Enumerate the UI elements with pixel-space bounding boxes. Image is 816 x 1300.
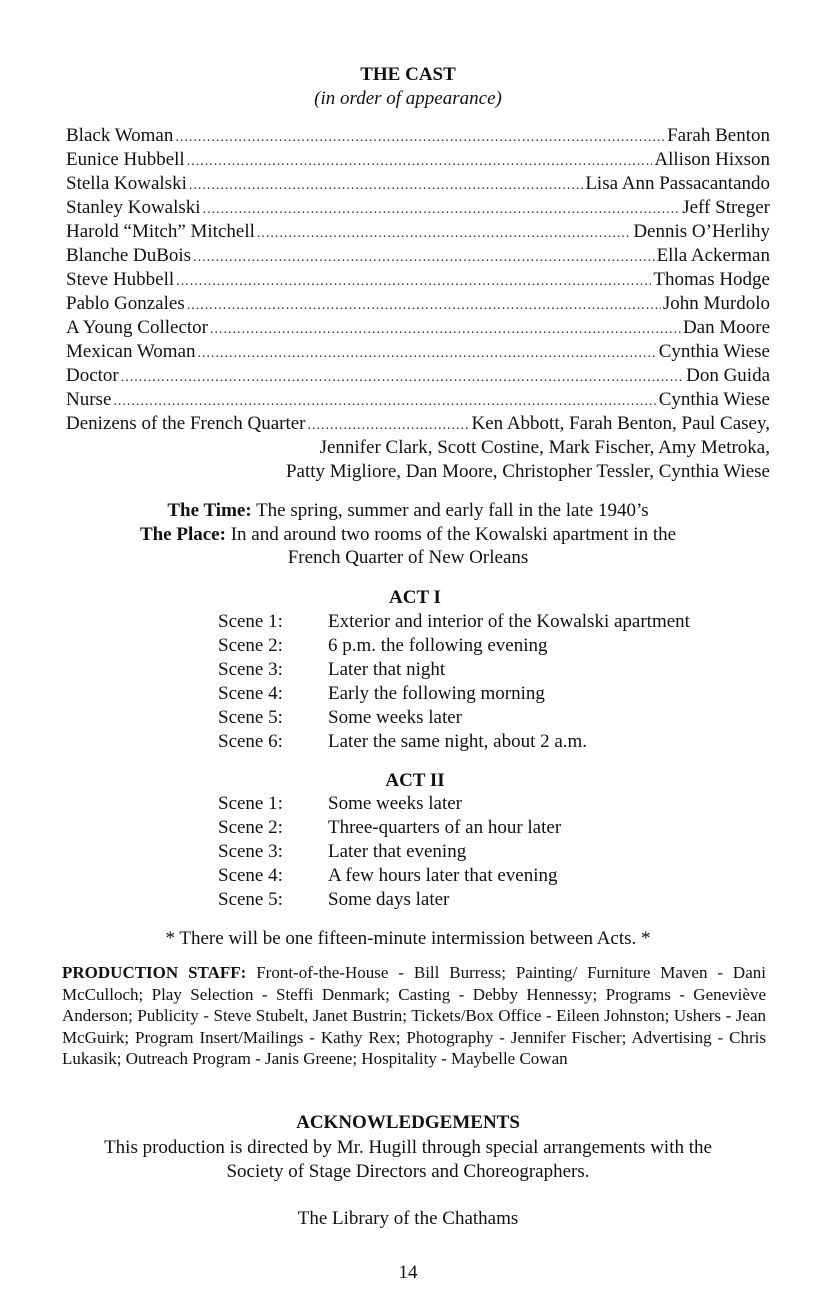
scene-number: Scene 1: — [218, 793, 283, 814]
denizens-line-3: Patty Migliore, Dan Moore, Christopher Tessler, Cynthia Wiese — [285, 461, 770, 482]
cast-row — [66, 316, 770, 340]
scene-number: Scene 3: — [218, 841, 283, 862]
cast-row — [66, 244, 770, 268]
production-staff-label: PRODUCTION STAFF: — [62, 963, 247, 982]
intermission-note: * There will be one fifteen-minute intermission between Acts. * — [165, 928, 651, 949]
scene-description: Some weeks later — [328, 707, 463, 728]
scene-row — [218, 682, 758, 706]
scene-row — [218, 658, 758, 682]
cast-row — [66, 124, 770, 148]
scene-number: Scene 2: — [218, 635, 283, 656]
leader-dots — [203, 198, 681, 222]
cast-role: Doctor — [66, 365, 119, 386]
scene-row — [218, 888, 758, 912]
cast-actor: Thomas Hodge — [653, 269, 770, 290]
scene-row — [218, 610, 758, 634]
cast-actor: Dennis O’Herlihy — [633, 221, 770, 242]
place-label: The Place: — [139, 524, 226, 545]
cast-actor: John Murdolo — [662, 293, 770, 314]
library-credit: The Library of the Chathams — [297, 1208, 519, 1229]
scene-number: Scene 3: — [218, 659, 283, 680]
scene-description: Exterior and interior of the Kowalski apartment — [328, 611, 690, 632]
cast-role: Blanche DuBois — [66, 245, 192, 266]
leader-dots — [176, 270, 651, 294]
cast-role: Harold “Mitch” Mitchell — [66, 221, 255, 242]
act-1-scene-list — [218, 610, 758, 754]
leader-dots — [193, 246, 654, 270]
cast-list — [66, 124, 770, 436]
leader-dots — [257, 222, 631, 246]
cast-actor: Cynthia Wiese — [658, 341, 770, 362]
scene-row — [218, 816, 758, 840]
scene-description: Early the following morning — [328, 683, 545, 704]
production-staff — [62, 962, 766, 1070]
cast-role: Stella Kowalski — [66, 173, 187, 194]
page-number: 14 — [398, 1262, 418, 1283]
cast-actor: Dan Moore — [682, 317, 770, 338]
place-text: In and around two rooms of the Kowalski apartment in the — [225, 524, 677, 545]
cast-role: A Young Collector — [66, 317, 208, 338]
cast-row — [66, 412, 770, 436]
cast-role: Stanley Kowalski — [66, 197, 201, 218]
acknowledgements-title: ACKNOWLEDGEMENTS — [296, 1112, 520, 1133]
scene-row — [218, 730, 758, 754]
cast-role: Steve Hubbell — [66, 269, 175, 290]
cast-role: Black Woman — [66, 125, 174, 146]
scene-row — [218, 634, 758, 658]
time-text: The spring, summer and early fall in the late 1940’s — [251, 500, 649, 521]
scene-description: A few hours later that evening — [328, 865, 558, 886]
time-line — [0, 500, 816, 522]
scene-description: Some weeks later — [328, 793, 463, 814]
scene-row — [218, 864, 758, 888]
cast-actor: Lisa Ann Passacantando — [585, 173, 770, 194]
cast-subtitle: (in order of appearance) — [314, 88, 502, 109]
cast-row — [66, 268, 770, 292]
cast-role: Nurse — [66, 389, 112, 410]
scene-description: 6 p.m. the following evening — [328, 635, 548, 656]
scene-number: Scene 2: — [218, 817, 283, 838]
act-2-title: ACT II — [385, 770, 445, 791]
scene-number: Scene 1: — [218, 611, 283, 632]
leader-dots — [198, 342, 657, 366]
act-1-title: ACT I — [389, 587, 441, 608]
scene-row — [218, 792, 758, 816]
place-line-2: French Quarter of New Orleans — [287, 547, 529, 568]
time-label: The Time: — [167, 500, 252, 521]
leader-dots — [121, 366, 684, 390]
cast-row — [66, 196, 770, 220]
cast-row — [66, 388, 770, 412]
cast-actor: Cynthia Wiese — [658, 389, 770, 410]
cast-row — [66, 148, 770, 172]
acknowledgements-line-2: Society of Stage Directors and Choreographers. — [226, 1161, 590, 1182]
scene-row — [218, 840, 758, 864]
place-line — [0, 524, 816, 546]
scene-number: Scene 4: — [218, 865, 283, 886]
scene-row — [218, 706, 758, 730]
cast-row — [66, 364, 770, 388]
cast-title: THE CAST — [360, 64, 456, 85]
leader-dots — [187, 294, 661, 318]
scene-number: Scene 5: — [218, 889, 283, 910]
cast-actor: Don Guida — [686, 365, 770, 386]
leader-dots — [210, 318, 681, 342]
cast-role: Eunice Hubbell — [66, 149, 185, 170]
cast-row — [66, 340, 770, 364]
leader-dots — [187, 150, 653, 174]
scene-number: Scene 6: — [218, 731, 283, 752]
scene-description: Later that night — [328, 659, 446, 680]
act-2-scene-list — [218, 792, 758, 912]
scene-number: Scene 5: — [218, 707, 283, 728]
cast-actor: Ken Abbott, Farah Benton, Paul Casey, — [471, 413, 770, 434]
scene-description: Later the same night, about 2 a.m. — [328, 731, 588, 752]
leader-dots — [113, 390, 656, 414]
cast-row — [66, 172, 770, 196]
scene-number: Scene 4: — [218, 683, 283, 704]
leader-dots — [189, 174, 583, 198]
denizens-line-2: Jennifer Clark, Scott Costine, Mark Fischer, Amy Metroka, — [319, 437, 770, 458]
scene-description: Three-quarters of an hour later — [328, 817, 562, 838]
cast-role: Pablo Gonzales — [66, 293, 185, 314]
scene-description: Some days later — [328, 889, 450, 910]
cast-actor: Ella Ackerman — [656, 245, 770, 266]
cast-role: Mexican Woman — [66, 341, 196, 362]
cast-actor: Allison Hixson — [654, 149, 770, 170]
leader-dots — [308, 414, 470, 438]
cast-actor: Jeff Streger — [682, 197, 770, 218]
cast-actor: Farah Benton — [667, 125, 770, 146]
cast-role: Denizens of the French Quarter — [66, 413, 306, 434]
cast-row — [66, 292, 770, 316]
scene-description: Later that evening — [328, 841, 467, 862]
production-staff-text: Front-of-the-House - Bill Burress; Painting/ Furniture Maven - Dani McCulloch; Play Selection - Steffi Denmark; Casting - Debby Hennessy; Programs - Geneviève Anderson; Publicity - Steve Stubelt, Janet Bustrin; Tickets/Box Office - Eileen Johnston; Ushers - Jean McGuirk; Program Insert/Mailings - Kathy Rex; Photography - Jennifer Fischer; Advertising - Chris Lukasik; Outreach Program - Janis Greene; Hospitality - Maybelle Cowan — [62, 963, 766, 1068]
cast-row — [66, 220, 770, 244]
leader-dots — [175, 126, 665, 150]
acknowledgements-line-1: This production is directed by Mr. Hugill through special arrangements with the — [104, 1137, 712, 1158]
